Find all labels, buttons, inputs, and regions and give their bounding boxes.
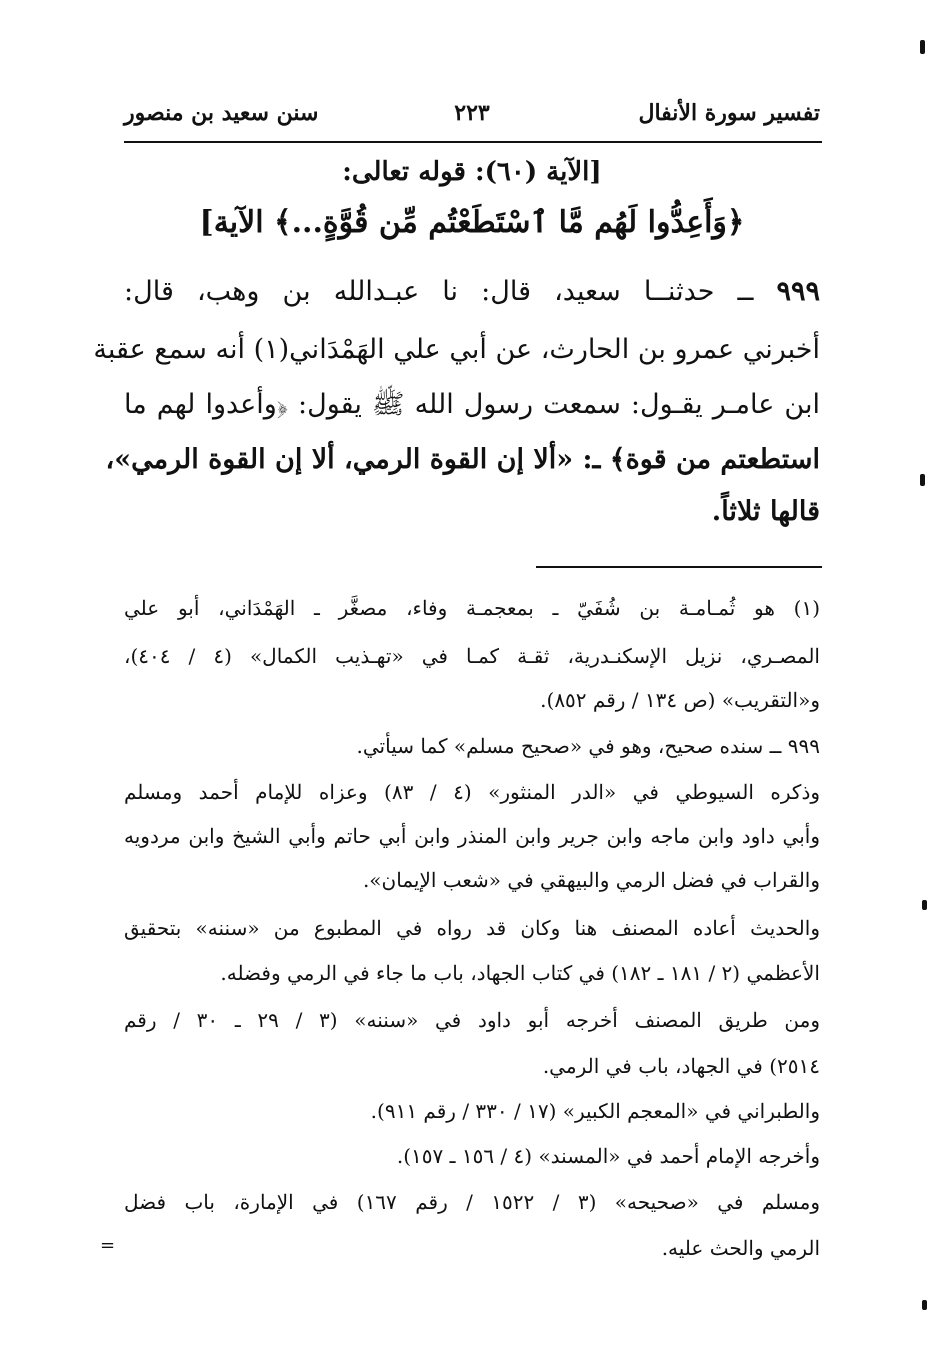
footnote-line: المصـري، نزيل الإسكنـدرية، ثقـة كمـا في «تهـذيب الكمال» (٤ / ٤٠٤)، bbox=[124, 644, 820, 668]
footnote-line: و«التقريب» (ص ١٣٤ / رقم ٨٥٢). bbox=[540, 688, 820, 712]
footnote-line: الأعظمي (٢ / ١٨١ ـ ١٨٢) في كتاب الجهاد، باب ما جاء في الرمي وفضله. bbox=[220, 961, 820, 985]
hadith-line: أخبرني عمرو بن الحارث، عن أبي علي الهَمْدَاني(١) أنه سمع عقبة bbox=[93, 334, 820, 365]
hadith-line bbox=[124, 270, 820, 314]
scan-edge-mark bbox=[920, 40, 925, 54]
scan-edge-mark bbox=[922, 1300, 927, 1310]
hadith-number: ٩٩٩ bbox=[776, 276, 820, 307]
footnote-line: ومن طريق المصنف أخرجه أبو داود في «سننه» (٣ / ٢٩ ـ ٣٠ / رقم bbox=[124, 1008, 821, 1032]
footnote-line: (١) هو ثُمـامـة بن شُفَيّ ـ بمعجمـة وفاء، مصغَّر ـ الهَمْدَاني، أبو علي bbox=[124, 596, 820, 620]
verse-text: ﴿وَأَعِدُّوا لَهُم مَّا ٱسْتَطَعْتُم مِّن قُوَّةٍ...﴾ الآية] bbox=[199, 205, 745, 240]
footnote-line: ٩٩٩ ــ سنده صحيح، وهو في «صحيح مسلم» كما سيأتي. bbox=[356, 734, 820, 758]
footnote-line: والطبراني في «المعجم الكبير» (١٧ / ٣٣٠ / رقم ٩١١). bbox=[370, 1099, 820, 1123]
footnote-separator bbox=[536, 566, 822, 568]
verse-heading: [الآية (٦٠): قوله تعالى: bbox=[342, 157, 602, 187]
hadith-line-text: ــ حدثنــا سعيد، قال: نا عبـدالله بن وهب، قال: bbox=[124, 276, 754, 307]
hadith-line: ابن عامـر يقـول: سمعت رسول الله ﷺ يقول: ﴿وأعدوا لهم ما bbox=[124, 389, 820, 420]
footnote-line: وذكره السيوطي في «الدر المنثور» (٤ / ٨٣) وعزاه للإمام أحمد ومسلم bbox=[124, 780, 821, 804]
running-header bbox=[124, 96, 820, 136]
footnote-line: وأبي داود وابن ماجه وابن جرير وابن المنذر وابن أبي حاتم وأبي الشيخ وابن مردويه bbox=[124, 824, 820, 848]
continuation-mark: = bbox=[100, 1235, 116, 1256]
footnote-line: وأخرجه الإمام أحمد في «المسند» (٤ / ١٥٦ ـ ١٥٧). bbox=[396, 1144, 820, 1168]
footnote-line: والحديث أعاده المصنف هنا وكان قد رواه في المطبوع من «سننه» بتحقيق bbox=[124, 916, 820, 940]
footnote-line: ومسلم في «صحيحه» (٣ / ١٥٢٢ / رقم ١٦٧) في الإمارة، باب فضل bbox=[124, 1190, 820, 1214]
surah-title: تفسير سورة الأنفال bbox=[638, 100, 820, 126]
header-rule bbox=[124, 141, 822, 143]
scan-edge-mark bbox=[922, 900, 927, 910]
footnote-line: ٢٥١٤) في الجهاد، باب في الرمي. bbox=[542, 1054, 820, 1078]
footnote-line: والقراب في فضل الرمي والبيهقي في «شعب الإيمان». bbox=[362, 868, 820, 892]
page-number: ٢٢٣ bbox=[454, 100, 490, 126]
scan-edge-mark bbox=[920, 474, 925, 486]
footnote-line: الرمي والحث عليه. bbox=[661, 1236, 820, 1260]
hadith-line: قالها ثلاثاً. bbox=[711, 496, 820, 527]
hadith-line: استطعتم من قوة﴾ ـ: «ألا إن القوة الرمي، ألا إن القوة الرمي»، bbox=[105, 444, 820, 475]
book-title: سنن سعيد بن منصور bbox=[124, 100, 319, 126]
